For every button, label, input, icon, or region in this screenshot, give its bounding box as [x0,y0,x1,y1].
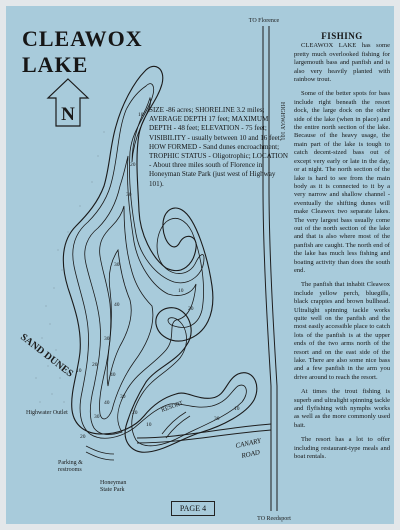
depth-label: 30 [120,394,126,400]
label-honeyman-2: State Park [100,487,125,493]
north-arrow [48,79,88,126]
fishing-paragraph: The resort has a lot to offer including restaurant-type meals and boat rentals. [294,436,390,461]
label-restrooms: restrooms [58,467,82,473]
depth-label: 40 [110,372,116,378]
label-sand-dunes: SAND DUNES [18,331,76,380]
label-parking: Parking & [58,460,83,466]
depth-label: 20 [132,410,138,416]
depth-label: 10 [138,112,144,118]
park-road [86,446,114,460]
label-resort: RESORT [160,400,184,414]
label-highwater-outlet: Highwater Outlet [26,410,68,416]
depth-label: 10 [178,288,184,294]
label-highway-101: HIGHWAY 101 [279,102,285,141]
label-to-florence: TO Florence [248,18,280,24]
title-line-2: LAKE [22,52,89,77]
fishing-paragraph: Some of the better spots for bass include right beneath the resort dock, the large dock on the other side of the lake (when in place) and the entire north section of the lake. Because of the heavy usage, the main part of the lake is tough to catch decent-sized bass out of except very early or late in the day, or at night. The north section of the lake is hard to see from the main body as it is connected to it by a very narrow and shallow channel - eventually the shifting dunes will make Cleawox two separate lakes. The very largest bass usually come out of the north section of the lake and that is also where most of the panfish are caught. The north end of the lake has much less fishing and boating activity than does the south end. [294,90,390,274]
fishing-paragraph: At times the trout fishing is superb and ultralight spinning tackle and flyfishing with nymphs works as well as the more commonly used bait. [294,388,390,429]
fishing-article [294,32,390,468]
depth-label: 30 [114,262,120,268]
depth-label: 30 [104,336,110,342]
depth-label: 40 [104,400,110,406]
lake-stats: SIZE -86 acres; SHORELINE 3.2 miles; AVERAGE DEPTH 17 feet; MAXIMUM DEPTH - 48 feet; ELEVATION - 75 feet; VISIBILITY - usually between 10 and 16 feet; HOW FORMED - Sand dunes encroachment; TROPHIC STATUS - Oligotrophic; LOCATION - About three miles south of Florence in Honeyman State Park (just west of Highway 101). [149,106,288,188]
label-to-reedsport: TO Reedsport [257,516,291,522]
map-title [22,26,143,78]
depth-label: 10 [146,422,152,428]
depth-label: 30 [214,416,220,422]
label-canary-road-2: ROAD [240,448,261,460]
depth-label: 20 [92,362,98,368]
title-line-1: CLEAWOX [22,26,143,51]
north-letter: N [61,104,75,125]
depth-label: 10 [234,406,240,412]
fishing-paragraph: The panfish that inhabit Cleawox include yellow perch, bluegills, black crappies and brown bullhead. Ultralight spinning tackle works quite well on the panfish and the most easily accessible place to catch lots of the panfish is at the upper ends of the two arms north of the resort and on the east side of the lake. There are also some nice bass and a few panfish in the arm you drive around to reach the resort. [294,281,390,381]
depth-label: 20 [188,306,194,312]
fishing-paragraph: CLEAWOX LAKE has some pretty much overlooked fishing for largemouth bass and panfish and is also very heavily planted with rainbow trout. [294,42,390,84]
depth-label: 20 [130,162,136,168]
depth-label: 30 [126,192,132,198]
highway-101 [263,26,277,511]
fishing-heading: FISHING [321,31,363,41]
depth-label: 40 [114,302,120,308]
depth-label: 10 [76,368,82,374]
page-number: PAGE 4 [171,501,215,516]
label-canary-road-1: CANARY [234,436,262,450]
map-page [6,6,394,524]
label-honeyman-1: Honeyman [100,480,127,486]
depth-label: 20 [80,434,86,440]
depth-label: 30 [94,414,100,420]
